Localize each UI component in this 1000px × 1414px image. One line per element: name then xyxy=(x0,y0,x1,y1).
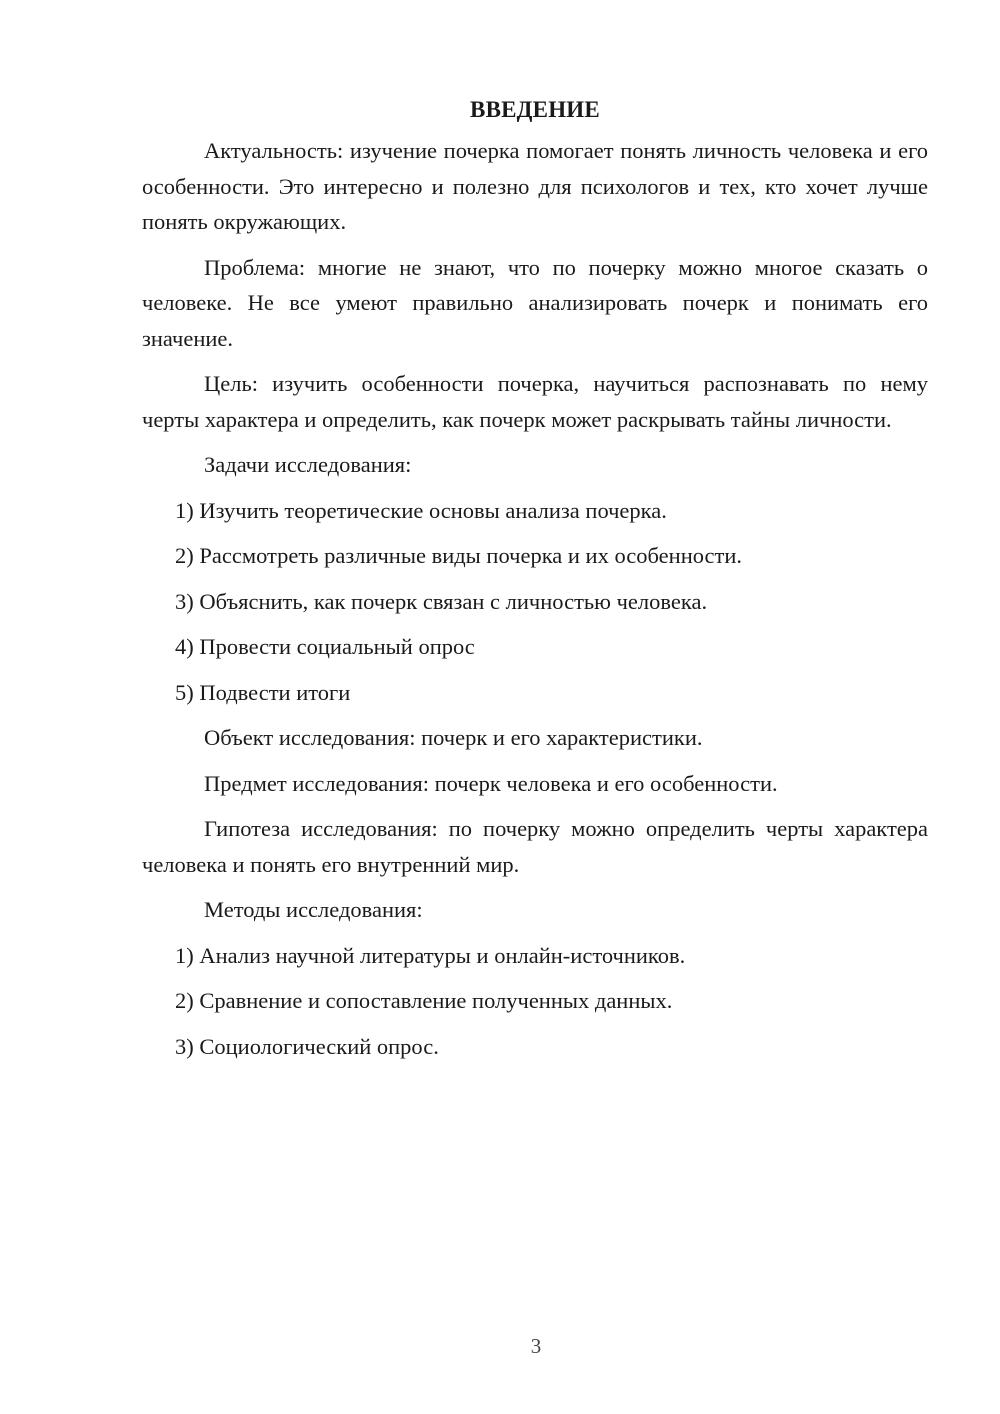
list-item: 3) Объяснить, как почерк связан с личностью человека. xyxy=(175,588,708,614)
list-item: 2) Сравнение и сопоставление полученных данных. xyxy=(175,988,673,1013)
tasks-list xyxy=(142,493,928,711)
list-item: 1) Анализ научной литературы и онлайн-источников. xyxy=(175,942,686,968)
list-item: 4) Провести социальный опрос xyxy=(175,634,475,659)
tasks-heading: Задачи исследования: xyxy=(204,452,412,477)
paragraph-subject: Предмет исследования: почерк человека и его особенности. xyxy=(204,770,778,796)
section-title: ВВЕДЕНИЕ xyxy=(470,97,600,122)
paragraph-problem: Проблема: многие не знают, что по почерку можно многое сказать о человеке. Не все умеют правильно анализировать почерк и понимать его значение. xyxy=(142,254,928,351)
paragraph-goal: Цель: изучить особенности почерка, научиться распознавать по нему черты характера и определить, как почерк может раскрывать тайны личности. xyxy=(142,371,928,432)
methods-heading: Методы исследования: xyxy=(204,897,423,922)
paragraph-hypothesis: Гипотеза исследования: по почерку можно определить черты характера человека и понять его внутренний мир. xyxy=(142,816,928,877)
page-number: 3 xyxy=(530,1334,542,1358)
list-item: 1) Изучить теоретические основы анализа почерка. xyxy=(175,497,667,523)
list-item: 3) Социологический опрос. xyxy=(175,1033,439,1059)
page-content xyxy=(142,95,928,1074)
paragraph-object: Объект исследования: почерк и его характеристики. xyxy=(204,725,703,750)
list-item: 2) Рассмотреть различные виды почерка и их особенности. xyxy=(175,543,743,568)
methods-list xyxy=(142,938,928,1065)
list-item: 5) Подвести итоги xyxy=(175,679,351,705)
paragraph-relevance: Актуальность: изучение почерка помогает понять личность человека и его особенности. Это интересно и полезно для психологов и тех, кто хочет лучше понять окружающих. xyxy=(142,138,928,234)
